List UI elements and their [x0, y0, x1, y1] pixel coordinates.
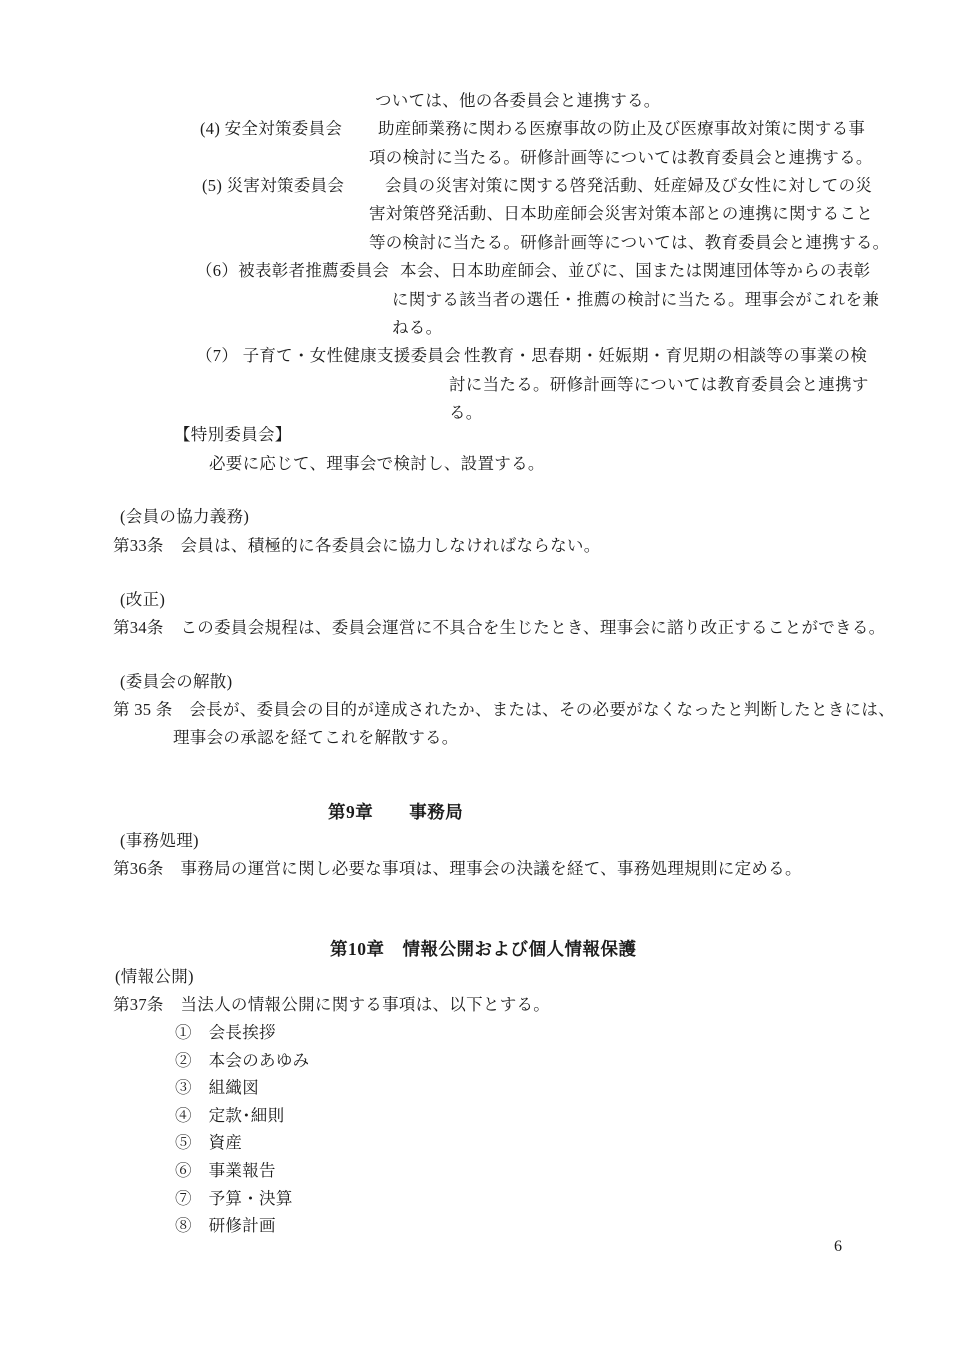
- committee-item-desc-line: 等の検討に当たる。研修計画等については、教育委員会と連携する。: [369, 233, 890, 252]
- committee-item-label: (5) 災害対策委員会: [202, 176, 345, 195]
- list-item: [175, 1077, 259, 1099]
- list-item: [175, 1105, 284, 1127]
- committee-item-desc-line: ねる。: [392, 318, 443, 337]
- list-item-number: ⑥: [175, 1161, 192, 1180]
- list-item-number: ④: [175, 1106, 192, 1125]
- article-text-line: 第33条 会員は、積極的に各委員会に協力しなければならない。: [113, 536, 601, 555]
- list-item: [175, 1050, 309, 1072]
- list-item-number: ⑤: [175, 1133, 192, 1152]
- article-text-line: 第34条 この委員会規程は、委員会運営に不具合を生じたとき、理事会に諮り改正することができる。: [113, 618, 886, 637]
- page-number: 6: [834, 1238, 843, 1255]
- chapter-10-heading: 第10章 情報公開および個人情報保護: [330, 939, 637, 959]
- list-item: [175, 1160, 276, 1182]
- article-text-line: 第 35 条 会長が、委員会の目的が達成されたか、または、その必要がなくなったと判断したときには、: [113, 700, 895, 719]
- article-caption: (事務処理): [120, 831, 199, 850]
- list-item-number: ②: [175, 1051, 192, 1070]
- list-item-text: 研修計画: [208, 1216, 276, 1235]
- list-item-text: 会長挨拶: [208, 1023, 276, 1042]
- committee-item-desc-line: に関する該当者の選任・推薦の検討に当たる。理事会がこれを兼: [392, 290, 880, 309]
- committee-item-desc-line: る。: [449, 403, 483, 422]
- committee-item-desc-line: 性教育・思春期・妊娠期・育児期の相談等の事業の検: [464, 346, 868, 365]
- list-item-text: 定款･細則: [208, 1106, 285, 1125]
- intro-continuation-line: ついては、他の各委員会と連携する。: [375, 91, 661, 110]
- list-item-text: 資産: [208, 1133, 243, 1152]
- committee-item-label: （7） 子育て・女性健康支援委員会: [196, 346, 461, 365]
- article-text-line: 理事会の承認を経てこれを解散する。: [173, 728, 459, 747]
- list-item-text: 予算・決算: [208, 1189, 293, 1208]
- committee-item-desc-line: 項の検討に当たる。研修計画等については教育委員会と連携する。: [369, 148, 873, 167]
- committee-item-desc-line: 討に当たる。研修計画等については教育委員会と連携す: [449, 375, 869, 394]
- chapter-9-heading: 第9章 事務局: [328, 802, 464, 822]
- list-item-text: 事業報告: [208, 1161, 276, 1180]
- article-caption: (改正): [120, 590, 166, 609]
- committee-item-desc-line: 害対策啓発活動、日本助産師会災害対策本部との連携に関すること: [369, 204, 873, 223]
- article-text-line: 第36条 事務局の運営に関し必要な事項は、理事会の決議を経て、事務処理規則に定める。: [113, 859, 802, 878]
- list-item-number: ⑧: [175, 1216, 192, 1235]
- article-text-line: 第37条 当法人の情報公開に関する事項は、以下とする。: [113, 995, 551, 1014]
- committee-item-label: (4) 安全対策委員会: [200, 119, 343, 138]
- list-item-number: ③: [175, 1078, 192, 1097]
- committee-item-desc-line: 助産師業務に関わる医療事故の防止及び医療事故対策に関する事: [378, 119, 866, 138]
- list-item-text: 本会のあゆみ: [208, 1051, 310, 1070]
- article-caption: (会員の協力義務): [120, 507, 250, 526]
- list-item-number: ①: [175, 1023, 192, 1042]
- article-caption: (委員会の解散): [120, 672, 233, 691]
- committee-item-desc-line: 本会、日本助産師会、並びに、国または関連団体等からの表彰: [400, 261, 871, 280]
- list-item: [175, 1215, 276, 1237]
- article-caption: (情報公開): [115, 967, 194, 986]
- list-item: [175, 1188, 293, 1210]
- list-item-number: ⑦: [175, 1189, 192, 1208]
- special-committee-body: 必要に応じて、理事会で検討し、設置する。: [209, 454, 545, 473]
- list-item: [175, 1132, 242, 1154]
- list-item-text: 組織図: [208, 1078, 260, 1097]
- list-item: [175, 1022, 276, 1044]
- committee-item-desc-line: 会員の災害対策に関する啓発活動、妊産婦及び女性に対しての災: [385, 176, 873, 195]
- committee-item-label: （6）被表彰者推薦委員会: [196, 261, 390, 280]
- special-committee-heading: 【特別委員会】: [174, 425, 292, 444]
